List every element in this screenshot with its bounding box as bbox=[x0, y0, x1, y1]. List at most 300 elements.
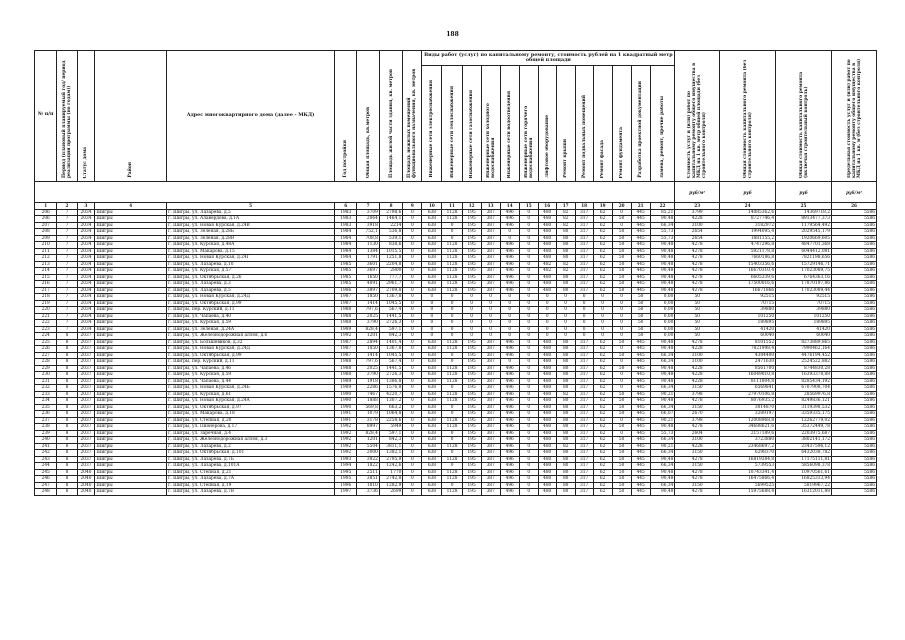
table-cell: 480 bbox=[538, 404, 556, 411]
table-cell: 0 bbox=[500, 333, 519, 340]
table-cell: 1128 bbox=[442, 261, 462, 268]
table-cell: 317 bbox=[575, 222, 593, 229]
table-cell: 0 bbox=[481, 313, 500, 320]
table-cell: 1987 bbox=[335, 352, 357, 359]
table-cell: 4278 bbox=[675, 274, 720, 281]
table-cell: 195 bbox=[462, 235, 481, 242]
table-cell: 16312011,88 bbox=[776, 489, 832, 496]
table-cell: 496 bbox=[500, 411, 519, 418]
table-cell: 480 bbox=[538, 339, 556, 346]
table-cell: 317 bbox=[575, 235, 593, 242]
table-cell: 445 bbox=[631, 417, 650, 424]
table-cell: 317 bbox=[575, 404, 593, 411]
table-cell: 0 bbox=[538, 320, 556, 327]
table-cell: 2034 bbox=[77, 268, 95, 275]
table-cell: 1307,2 bbox=[379, 398, 403, 405]
table-cell: 10743341,4 bbox=[720, 469, 776, 476]
table-cell: 50 bbox=[631, 326, 650, 333]
table-cell: 5586 bbox=[832, 437, 877, 444]
table-cell: 62 bbox=[593, 417, 612, 424]
table-cell: 0 bbox=[442, 235, 462, 242]
table-cell: 90,48 bbox=[650, 489, 675, 496]
table-cell: Шигры bbox=[95, 489, 167, 496]
table-cell: 80 bbox=[556, 450, 575, 457]
table-cell: 445 bbox=[631, 352, 650, 359]
table-cell: 0 bbox=[403, 255, 422, 262]
units-spacer bbox=[35, 182, 675, 203]
table-cell: 195 bbox=[462, 352, 481, 359]
table-cell: 90,48 bbox=[650, 456, 675, 463]
table-cell: 445 bbox=[631, 229, 650, 236]
table-cell: 317 bbox=[575, 417, 593, 424]
table-cell: 1992 bbox=[335, 443, 357, 450]
table-cell: 0 bbox=[519, 456, 538, 463]
table-cell: г. Шигры, пер. Курский, д.11 bbox=[167, 307, 335, 314]
table-cell: 28569976,8 bbox=[776, 391, 832, 398]
table-cell: 0 bbox=[519, 255, 538, 262]
table-cell: 638 bbox=[422, 274, 442, 281]
table-cell: 80 bbox=[556, 248, 575, 255]
table-cell: 0 bbox=[519, 352, 538, 359]
table-cell: 0 bbox=[403, 229, 422, 236]
table-cell: 211 bbox=[35, 248, 57, 255]
table-cell: 0 bbox=[462, 320, 481, 327]
table-cell: 0 bbox=[519, 229, 538, 236]
table-cell: 0 bbox=[500, 326, 519, 333]
table-cell: 62 bbox=[593, 268, 612, 275]
table-cell: 3289197 bbox=[720, 411, 776, 418]
table-cell: 0 bbox=[519, 476, 538, 483]
table-cell: г. Шигры, ул. Лазарева, д.7В bbox=[167, 489, 335, 496]
table-cell: 387 bbox=[481, 229, 500, 236]
table-cell: 0 bbox=[422, 326, 442, 333]
table-cell: 480 bbox=[538, 450, 556, 457]
column-number: 17 bbox=[556, 203, 575, 210]
table-cell: 4278 bbox=[675, 339, 720, 346]
table-cell: г. Шигры, ул. Новая Курская, д.24Г bbox=[167, 255, 335, 262]
table-cell: 4476194,452 bbox=[776, 352, 832, 359]
table-cell: 0 bbox=[403, 378, 422, 385]
table-cell: 8 bbox=[57, 359, 77, 366]
table-cell: 317 bbox=[575, 261, 593, 268]
table-cell: 0,00 bbox=[650, 300, 675, 307]
table-cell: 2037 bbox=[77, 430, 95, 437]
table-cell: 387 bbox=[481, 281, 500, 288]
table-cell: 50 bbox=[675, 320, 720, 327]
table-cell: 4278 bbox=[675, 469, 720, 476]
table-cell: г. Шигры, ул. Лазарева, д.3 bbox=[167, 281, 335, 288]
table-cell: 4278 bbox=[675, 489, 720, 496]
table-cell: 16825313,94 bbox=[776, 476, 832, 483]
table-cell: 445 bbox=[631, 216, 650, 223]
table-cell: 1128 bbox=[442, 248, 462, 255]
table-cell: 2034 bbox=[77, 274, 95, 281]
table-cell: 62 bbox=[593, 261, 612, 268]
table-cell: 0 bbox=[612, 430, 631, 437]
table-cell: 2034 bbox=[77, 307, 95, 314]
table-cell: 387 bbox=[481, 391, 500, 398]
table-cell: 387 bbox=[481, 346, 500, 353]
column-number: 16 bbox=[538, 203, 556, 210]
table-cell: 90,48 bbox=[650, 346, 675, 353]
table-cell: 80 bbox=[556, 398, 575, 405]
table-cell: 8 bbox=[57, 469, 77, 476]
table-cell: 80 bbox=[556, 339, 575, 346]
table-cell: 0 bbox=[403, 274, 422, 281]
table-cell: 5586 bbox=[832, 339, 877, 346]
table-cell: 8 bbox=[57, 391, 77, 398]
table-cell: 195 bbox=[462, 482, 481, 489]
table-cell: 3799 bbox=[675, 209, 720, 216]
table-cell: 232 bbox=[35, 385, 57, 392]
table-cell: 4278 bbox=[675, 476, 720, 483]
table-cell: 597,1 bbox=[379, 326, 403, 333]
column-number: 6 bbox=[335, 203, 357, 210]
table-cell: 1128 bbox=[442, 242, 462, 249]
table-cell: 1988 bbox=[335, 313, 357, 320]
table-cell: 0 bbox=[519, 346, 538, 353]
table-cell: 0 bbox=[403, 443, 422, 450]
table-cell: 8913477,373 bbox=[776, 216, 832, 223]
table-cell: 1997 bbox=[335, 489, 357, 496]
table-cell: 0 bbox=[481, 333, 500, 340]
table-cell: 7 bbox=[57, 235, 77, 242]
table-cell: 638 bbox=[422, 229, 442, 236]
table-cell: 0 bbox=[519, 235, 538, 242]
table-cell: 496 bbox=[500, 404, 519, 411]
table-cell: 80 bbox=[556, 417, 575, 424]
table-cell: г. Шигры, ул. Курская, д.59 bbox=[167, 320, 335, 327]
table-cell: 638 bbox=[422, 450, 442, 457]
table-cell: 2037 bbox=[77, 424, 95, 431]
table-cell: 3100 bbox=[675, 359, 720, 366]
table-cell: 0 bbox=[481, 326, 500, 333]
table-cell: 1822 bbox=[357, 463, 379, 470]
table-cell: 0 bbox=[519, 307, 538, 314]
table-cell: 3150 bbox=[675, 404, 720, 411]
table-cell: 8727746,4 bbox=[720, 216, 776, 223]
table-cell: 195 bbox=[462, 476, 481, 483]
table-cell: 5586 bbox=[832, 287, 877, 294]
table-cell: 0 bbox=[422, 300, 442, 307]
table-cell: 317 bbox=[575, 489, 593, 496]
table-cell: 0 bbox=[556, 326, 575, 333]
table-cell: 2064 bbox=[357, 216, 379, 223]
table-cell: 2037 bbox=[77, 359, 95, 366]
table-cell: 0 bbox=[403, 294, 422, 301]
table-cell: 12262779,02 bbox=[776, 417, 832, 424]
table-cell: 480 bbox=[538, 489, 556, 496]
table-cell: 82 bbox=[556, 268, 575, 275]
table-cell: 0 bbox=[442, 437, 462, 444]
table-cell: 80 bbox=[556, 365, 575, 372]
table-cell: 1128 bbox=[442, 209, 462, 216]
table-row bbox=[35, 489, 877, 496]
table-cell: 4278 bbox=[675, 268, 720, 275]
table-cell: 50 bbox=[612, 242, 631, 249]
table-cell: 0 bbox=[403, 333, 422, 340]
header-w18: Ремонт подвальных помещений bbox=[575, 66, 593, 182]
table-cell: 7 bbox=[57, 268, 77, 275]
table-cell: 842,3 bbox=[379, 437, 403, 444]
table-cell: 195 bbox=[462, 242, 481, 249]
table-cell: 195 bbox=[462, 443, 481, 450]
table-cell: 50 bbox=[612, 476, 631, 483]
table-cell: 317 bbox=[575, 398, 593, 405]
table-cell: 496 bbox=[500, 339, 519, 346]
table-cell: 0 bbox=[403, 307, 422, 314]
table-cell: 50 bbox=[612, 261, 631, 268]
table-cell: 221 bbox=[35, 313, 57, 320]
table-cell: 195 bbox=[462, 274, 481, 281]
table-cell: 1464,1 bbox=[379, 216, 403, 223]
table-cell: 3359335,175 bbox=[776, 411, 832, 418]
table-cell: 0 bbox=[403, 242, 422, 249]
table-cell: 638 bbox=[422, 281, 442, 288]
table-cell: 82 bbox=[556, 443, 575, 450]
table-cell: 1810 bbox=[357, 482, 379, 489]
table-cell: 8 bbox=[57, 404, 77, 411]
table-cell: 317 bbox=[575, 268, 593, 275]
table-cell: 7 bbox=[57, 261, 77, 268]
table-cell: 7 bbox=[57, 307, 77, 314]
table-cell: 387 bbox=[481, 248, 500, 255]
table-cell: 229 bbox=[35, 365, 57, 372]
table-cell: 480 bbox=[538, 281, 556, 288]
table-cell: 1996 bbox=[335, 482, 357, 489]
table-cell: 4278 bbox=[675, 456, 720, 463]
table-cell: 2040 bbox=[77, 489, 95, 496]
table-cell: 638 bbox=[422, 482, 442, 489]
table-cell: Шигры bbox=[95, 424, 167, 431]
table-cell: Шигры bbox=[95, 261, 167, 268]
table-cell: 8 bbox=[57, 463, 77, 470]
table-cell: 195 bbox=[462, 411, 481, 418]
table-cell: 0 bbox=[422, 313, 442, 320]
table-cell: 0 bbox=[593, 300, 612, 307]
table-cell: 50 bbox=[612, 489, 631, 496]
table-cell: 638 bbox=[422, 261, 442, 268]
column-number: 8 bbox=[379, 203, 403, 210]
table-cell: 4228 bbox=[675, 372, 720, 379]
table-cell: 66,34 bbox=[650, 404, 675, 411]
table-cell: 62 bbox=[593, 398, 612, 405]
table-cell: 0 bbox=[403, 287, 422, 294]
table-cell: 62 bbox=[593, 430, 612, 437]
header-period: Период (плановый планируемый год/ период реализации программы (по годам)) bbox=[57, 51, 77, 182]
table-cell: 0 bbox=[519, 372, 538, 379]
table-cell: 55,73 bbox=[650, 235, 675, 242]
table-cell: 0 bbox=[403, 359, 422, 366]
table-cell: 82 bbox=[556, 209, 575, 216]
table-cell: 1988 bbox=[335, 320, 357, 327]
table-cell: 90,48 bbox=[650, 268, 675, 275]
table-cell: 0,00 bbox=[650, 320, 675, 327]
table-cell: 5586 bbox=[832, 326, 877, 333]
column-number: 12 bbox=[462, 203, 481, 210]
table-cell: 0 bbox=[612, 385, 631, 392]
column-number: 18 bbox=[575, 203, 593, 210]
table-cell: 569,8 bbox=[357, 404, 379, 411]
column-number: 25 bbox=[776, 203, 832, 210]
table-cell: 638 bbox=[422, 222, 442, 229]
table-cell: Шигры bbox=[95, 333, 167, 340]
table-cell: 0 bbox=[403, 417, 422, 424]
table-cell: 1128 bbox=[442, 398, 462, 405]
table-cell: 17175111,81 bbox=[776, 456, 832, 463]
table-cell: 3119398,532 bbox=[776, 404, 832, 411]
table-cell: 480 bbox=[538, 242, 556, 249]
table-cell: 2894 bbox=[357, 339, 379, 346]
table-cell: 8997 bbox=[357, 424, 379, 431]
table-cell: 0 bbox=[403, 463, 422, 470]
column-number: 22 bbox=[650, 203, 675, 210]
table-cell: 210 bbox=[35, 242, 57, 249]
table-cell: 1015,5 bbox=[379, 248, 403, 255]
table-cell: 219 bbox=[35, 300, 57, 307]
table-cell: Шигры bbox=[95, 372, 167, 379]
table-cell: 2037 bbox=[77, 378, 95, 385]
table-cell: г. Шигры, ул. Курская, д.48А bbox=[167, 242, 335, 249]
table-cell: 50 bbox=[612, 424, 631, 431]
table-cell: 0 bbox=[442, 430, 462, 437]
table-cell: 2798,6 bbox=[379, 209, 403, 216]
table-cell: 317 bbox=[575, 469, 593, 476]
table-cell: 2034 bbox=[77, 300, 95, 307]
header-c24: Общая стоимость капитального ремонта (без строительного контроля) bbox=[720, 51, 776, 182]
table-cell: 62 bbox=[593, 235, 612, 242]
table-cell: 496 bbox=[500, 430, 519, 437]
table-cell: 3601 bbox=[357, 261, 379, 268]
table-cell: 0 bbox=[519, 333, 538, 340]
table-cell: 239 bbox=[35, 430, 57, 437]
table-cell: 225 bbox=[35, 339, 57, 346]
table-cell: 215 bbox=[35, 274, 57, 281]
table-cell: 0 bbox=[519, 313, 538, 320]
table-cell: 3798 bbox=[675, 417, 720, 424]
table-cell: 445 bbox=[631, 430, 650, 437]
table-cell: 496 bbox=[500, 443, 519, 450]
table-cell: 387 bbox=[481, 417, 500, 424]
table-cell: 5586 bbox=[832, 469, 877, 476]
table-cell: 777,7 bbox=[379, 274, 403, 281]
table-cell: 80 bbox=[556, 463, 575, 470]
table-cell: 1128 bbox=[442, 489, 462, 496]
table-cell: 242 bbox=[35, 450, 57, 457]
table-cell: 2037 bbox=[77, 365, 95, 372]
table-cell: 208 bbox=[35, 229, 57, 236]
table-cell: 0 bbox=[519, 222, 538, 229]
table-cell: 0 bbox=[519, 437, 538, 444]
table-cell: 0 bbox=[403, 372, 422, 379]
table-cell: 189895 bbox=[720, 320, 776, 327]
table-cell: 1993 bbox=[335, 456, 357, 463]
table-cell: 445 bbox=[631, 404, 650, 411]
table-cell: 480 bbox=[538, 287, 556, 294]
table-cell: 480 bbox=[538, 424, 556, 431]
table-cell: г. Шигры, ул. Лазарева, д.2 bbox=[167, 443, 335, 450]
table-cell: 195 bbox=[462, 339, 481, 346]
table-cell: 195 bbox=[462, 209, 481, 216]
table-cell: 0 bbox=[442, 385, 462, 392]
table-cell: 1128 bbox=[442, 281, 462, 288]
table-cell: 0 bbox=[612, 326, 631, 333]
header-w15: Инженерные сети горячего водоснабжения bbox=[519, 66, 538, 182]
table-cell: 35372449,78 bbox=[776, 424, 832, 431]
table-cell: 206 bbox=[35, 209, 57, 216]
table-cell: 216 bbox=[35, 281, 57, 288]
table-cell: 0 bbox=[538, 333, 556, 340]
table-cell: 1888 bbox=[357, 398, 379, 405]
table-cell: Шигры bbox=[95, 385, 167, 392]
table-cell: 0 bbox=[519, 417, 538, 424]
table-cell: 638 bbox=[422, 404, 442, 411]
table-cell: 62 bbox=[593, 469, 612, 476]
table-cell: 14085362,6 bbox=[720, 209, 776, 216]
table-cell: 8 bbox=[57, 443, 77, 450]
table-cell: 6569841 bbox=[720, 385, 776, 392]
table-cell: 8 bbox=[57, 398, 77, 405]
table-cell: 445 bbox=[631, 398, 650, 405]
table-cell: 90,48 bbox=[650, 372, 675, 379]
table-cell: 5586 bbox=[832, 482, 877, 489]
table-cell: 82 bbox=[556, 391, 575, 398]
table-cell: 317 bbox=[575, 437, 593, 444]
table-cell: 2795,9 bbox=[379, 456, 403, 463]
table-cell: г. Шигры, пер. Курский, д.11 bbox=[167, 359, 335, 366]
table-cell: 1991 bbox=[335, 411, 357, 418]
table-cell: 482 bbox=[538, 261, 556, 268]
table-cell: 195 bbox=[462, 346, 481, 353]
table-cell: 80 bbox=[556, 281, 575, 288]
table-cell: 0 bbox=[403, 320, 422, 327]
table-cell: 480 bbox=[538, 346, 556, 353]
table-cell: 3150 bbox=[675, 482, 720, 489]
table-cell: 62 bbox=[593, 372, 612, 379]
table-cell: 195 bbox=[462, 287, 481, 294]
table-cell: 445 bbox=[631, 456, 650, 463]
table-cell: 1128 bbox=[442, 268, 462, 275]
table-cell: 0 bbox=[612, 313, 631, 320]
table-cell: 247 bbox=[35, 482, 57, 489]
table-cell: г. Шигры, ул. Лазарева, д.5 bbox=[167, 209, 335, 216]
table-cell: 0 bbox=[556, 313, 575, 320]
table-cell: 237 bbox=[35, 417, 57, 424]
table-cell: 62 bbox=[593, 411, 612, 418]
table-cell: 2034 bbox=[77, 229, 95, 236]
table-cell: 7 bbox=[57, 255, 77, 262]
table-cell: 195 bbox=[462, 372, 481, 379]
table-cell: 2157189,6 bbox=[720, 430, 776, 437]
table-cell: 317 bbox=[575, 456, 593, 463]
table-cell: 80 bbox=[556, 489, 575, 496]
table-cell: 1984 bbox=[335, 242, 357, 249]
table-cell: 8 bbox=[57, 385, 77, 392]
table-cell: 4384400 bbox=[720, 352, 776, 359]
table-cell: 0 bbox=[462, 326, 481, 333]
table-cell: 80 bbox=[556, 404, 575, 411]
table-cell: 55,73 bbox=[650, 229, 675, 236]
table-cell: 0 bbox=[612, 307, 631, 314]
table-cell: Шигры bbox=[95, 450, 167, 457]
table-cell: 0 bbox=[538, 300, 556, 307]
table-cell: г. Шигры, ул. Степная, д.21 bbox=[167, 469, 335, 476]
page-number: 188 bbox=[446, 31, 459, 38]
table-cell: 480 bbox=[538, 385, 556, 392]
table-cell: 638 bbox=[422, 378, 442, 385]
table-cell: 2961,7 bbox=[379, 281, 403, 288]
table-cell: г. Шигры, ул. Новая Курская, д.24В bbox=[167, 222, 335, 229]
